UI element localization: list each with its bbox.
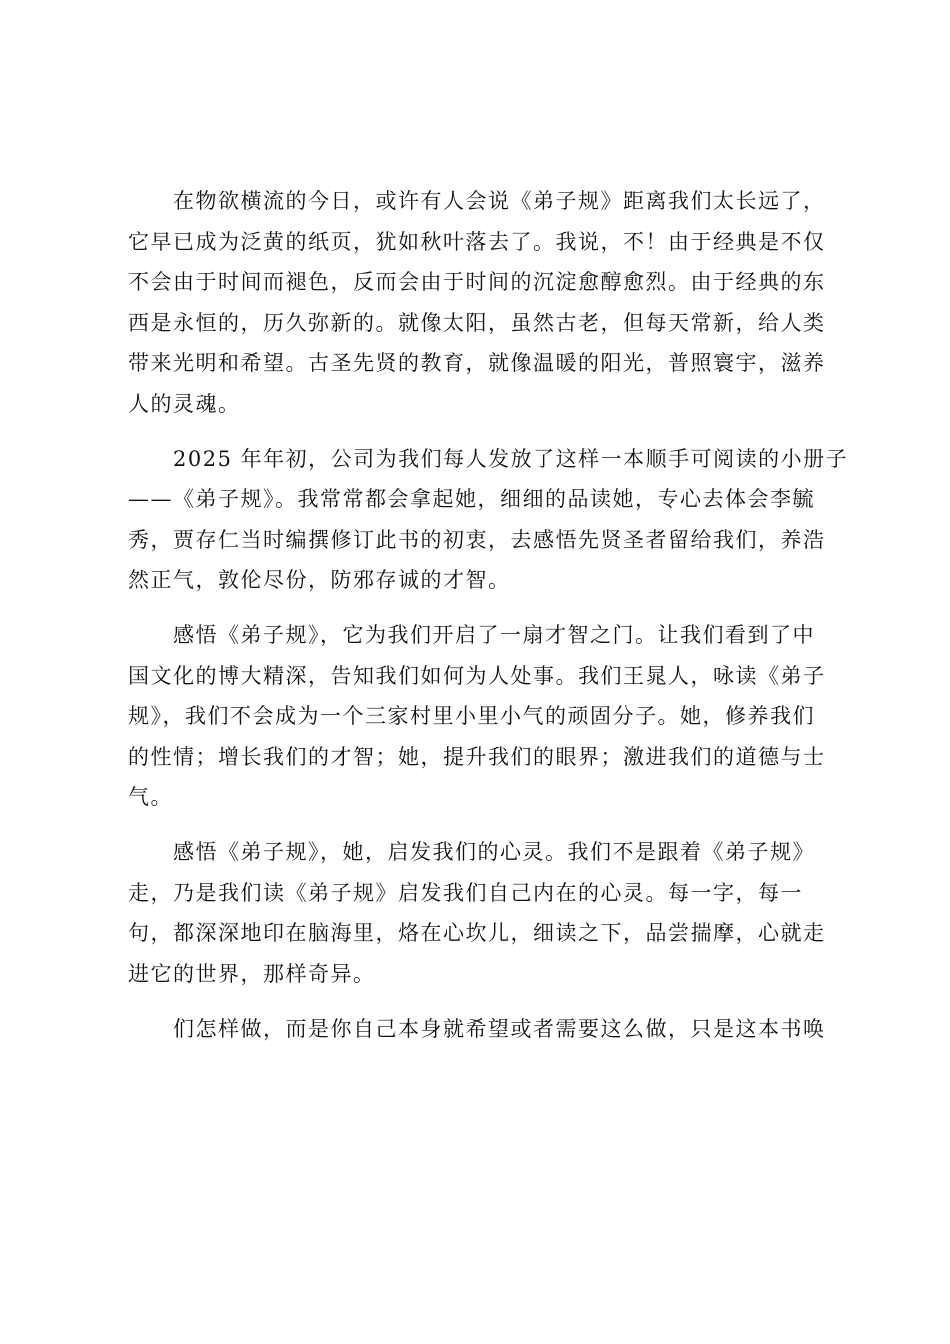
text-line: ——《弟子规》。我常常都会拿起她，细细的品读她，专心去体会李毓 <box>128 487 815 511</box>
paragraph-2 <box>128 439 849 601</box>
text-line: 感悟《弟子规》，它为我们开启了一扇才智之门。让我们看到了中 <box>173 623 815 647</box>
document-body <box>128 181 849 1064</box>
text-line: 然正气，敦伦尽份，防邪存诚的才智。 <box>128 568 511 592</box>
text-line: 人的灵魂。 <box>128 391 241 416</box>
text-line: 西是永恒的，历久弥新的。就像太阳，虽然古老，但每天常新，给人类 <box>128 310 826 335</box>
text-line: 秀，贾存仁当时编撰修订此书的初衷，去感悟先贤圣者留给我们，养浩 <box>128 527 826 552</box>
text-line: 不会由于时间而褪色，反而会由于时间的沉淀愈醇愈烈。由于经典的东 <box>128 270 826 294</box>
text-line: 句，都深深地印在脑海里，烙在心坎儿，细读之下，品尝揣摩，心就走 <box>128 921 826 945</box>
text-line: 们怎样做，而是你自己本身就希望或者需要这么做，只是这本书唤 <box>173 1016 826 1041</box>
text-line: 进它的世界，那样奇异。 <box>128 961 376 986</box>
text-line: 在物欲横流的今日，或许有人会说《弟子规》距离我们太长远了， <box>173 189 826 213</box>
text-line: 气。 <box>128 785 173 809</box>
paragraph-3 <box>128 615 828 818</box>
paragraph-1 <box>128 181 828 424</box>
text-line: 它早已成为泛黄的纸页，犹如秋叶落去了。我说，不！由于经典是不仅 <box>128 229 826 254</box>
text-line: 带来光明和希望。古圣先贤的教育，就像温暖的阳光，普照寰宇，滋养 <box>128 351 826 375</box>
text-line: 规》，我们不会成为一个三家村里小里小气的顽固分子。她，修养我们 <box>128 704 815 728</box>
text-line: 的性情；增长我们的才智；她，提升我们的眼界；激进我们的道德与士 <box>128 744 826 769</box>
text-line: 2025 年年初，公司为我们每人发放了这样一本顺手可阅读的小册子 <box>173 446 849 471</box>
paragraph-4 <box>128 832 828 994</box>
text-line: 感悟《弟子规》，她，启发我们的心灵。我们不是跟着《弟子规》 <box>173 840 815 864</box>
paragraph-5 <box>128 1009 828 1050</box>
text-line: 走，乃是我们读《弟子规》启发我们自己内在的心灵。每一字，每一 <box>128 880 803 905</box>
text-line: 国文化的博大精深，告知我们如何为人处事。我们王晁人，咏读《弟子 <box>128 663 826 688</box>
